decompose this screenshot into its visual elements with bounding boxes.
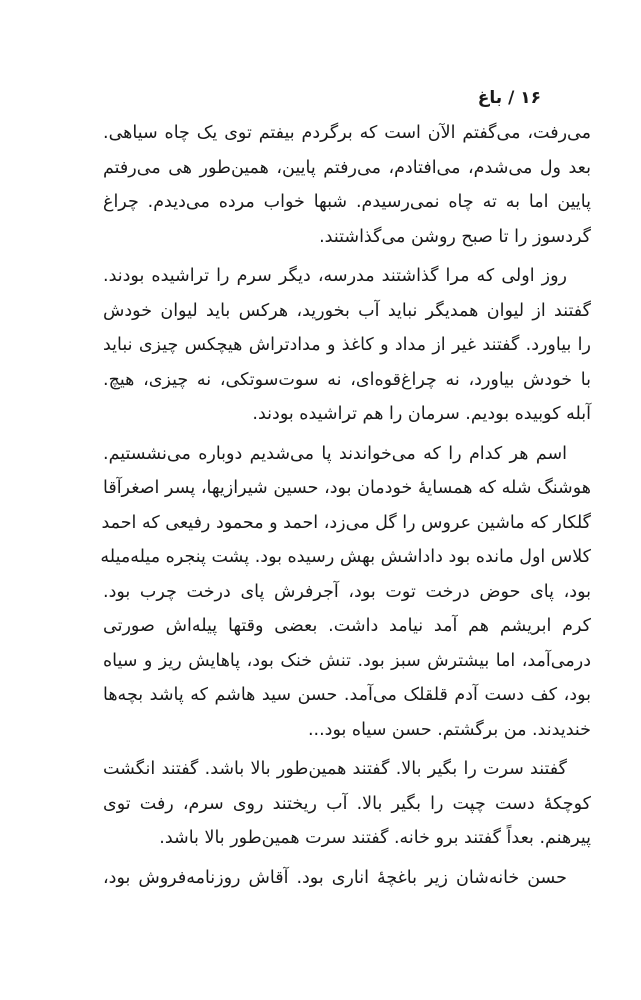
text-line: هوشنگ شله که همسایهٔ خودمان بود، حسین شیرازیها، پسر اصغرآقا	[103, 478, 591, 498]
header-separator: /	[508, 88, 515, 108]
text-line: پیرهنم. بعداً گفتند برو خانه. گفتند سرت همین‌طور بالا باشد.	[159, 828, 591, 848]
text-line: می‌رفت، می‌گفتم الآن است که برگردم بیفتم توی یک چاه سیاهی.	[103, 123, 591, 143]
text-line: گلکار که ماشین عروس را گل می‌زد، احمد و محمود رفیعی که احمد	[101, 512, 591, 533]
text-line: بود، کف دست آدم قلقلک می‌آمد. حسن سید هاشم که پاشد بچه‌ها	[103, 685, 591, 705]
text-line: خندیدند. من برگشتم. حسن سیاه بود...	[307, 719, 591, 740]
text-line: اسم هر کدام را که می‌خواندند پا می‌شدیم دوباره می‌نشستیم.	[103, 443, 567, 464]
text-line: بعد ول می‌شدم، می‌افتادم، می‌رفتم پایین، همین‌طور هی می‌رفتم	[103, 157, 591, 178]
text-line: آبله کوبیده بودیم. سرمان را هم تراشیده بودند.	[252, 404, 591, 424]
text-line: حسن خانه‌شان زیر باغچهٔ اناری بود. آقاش روزنامه‌فروش بود،	[103, 867, 567, 888]
paragraph	[103, 861, 591, 896]
paragraph	[103, 752, 591, 856]
text-line: درمی‌آمد، اما بیشترش سبز بود. تنش خنک بود، پاهایش ریز و سیاه	[103, 650, 591, 671]
paragraph	[103, 259, 591, 432]
paragraph	[103, 116, 591, 254]
text-line: کوچکهٔ دست چپت را بگیر بالا. آب ریختند روی سرم، رفت توی	[103, 793, 591, 814]
text-line: بود، پای حوض درخت توت بود، آجرفرش پای درخت چرب بود.	[103, 581, 591, 602]
page-number: ۱۶	[520, 88, 541, 108]
text-line: گردسوز را تا صبح روشن می‌گذاشتند.	[319, 226, 591, 247]
text-line: روز اولی که مرا گذاشتند مدرسه، دیگر سرم را تراشیده بودند.	[103, 266, 567, 286]
paragraph	[100, 437, 591, 748]
running-header	[478, 88, 541, 108]
text-line: پایین اما به ته چاه نمی‌رسیدم. شبها خواب مرده می‌دیدم. چراغ	[103, 192, 591, 212]
body-text	[100, 116, 591, 900]
text-line: کلاس اول مانده بود داداشش بهش رسیده بود. پشت پنجره میله‌میله	[100, 547, 591, 567]
text-line: گفتند سرت را بگیر بالا. گفتند همین‌طور بالا باشد. گفتند انگشت	[103, 759, 567, 779]
text-line: گفتند از لیوان همدیگر نباید آب بخورید، هرکس باید لیوان خودش	[103, 300, 591, 321]
text-line: با خودش بیاورد، نه چراغ‌قوه‌ای، نه سوت‌سوتکی، نه چیزی، هیچ.	[103, 369, 591, 390]
text-line: را بیاورد. گفتند غیر از مداد و کاغذ و مدادتراش هیچکس چیزی نباید	[103, 335, 591, 355]
text-line: کرم ابریشم هم آمد نیامد داشت. بعضی وقتها پیله‌اش صورتی	[103, 616, 591, 636]
book-title: باغ	[477, 88, 503, 108]
